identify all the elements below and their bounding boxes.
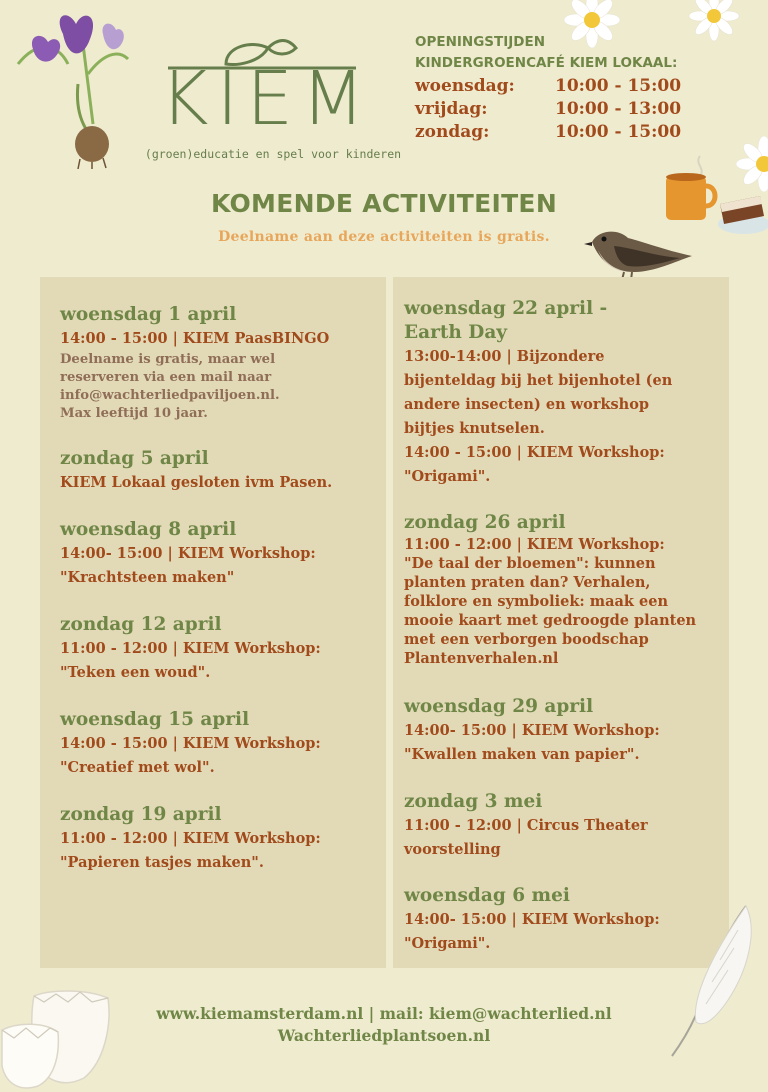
events-column-left bbox=[40, 277, 386, 968]
event-item bbox=[404, 297, 672, 489]
hours-row bbox=[415, 122, 681, 142]
event-detail: bijtjes knutselen. bbox=[404, 420, 545, 437]
event-detail: KIEM Lokaal gesloten ivm Pasen. bbox=[60, 474, 333, 491]
event-detail: "Origami". bbox=[404, 935, 491, 952]
event-item bbox=[60, 447, 332, 495]
opening-hours-title: OPENINGSTIJDEN bbox=[415, 34, 545, 50]
event-date: woensdag 22 april - bbox=[404, 298, 608, 319]
hours-time: 10:00 - 13:00 bbox=[555, 99, 682, 119]
event-date: woensdag 29 april bbox=[404, 696, 594, 717]
event-detail: 14:00 - 15:00 | KIEM Workshop: bbox=[404, 444, 665, 461]
event-detail: "Papieren tasjes maken". bbox=[60, 854, 264, 871]
event-detail: 14:00 - 15:00 | KIEM PaasBINGO bbox=[60, 330, 330, 347]
event-detail: planten praten dan? Verhalen, bbox=[404, 574, 651, 591]
event-detail: bijenteldag bij het bijenhotel (en bbox=[404, 372, 673, 389]
daisy-icon bbox=[556, 0, 628, 48]
event-item bbox=[60, 613, 321, 685]
event-detail: andere insecten) en workshop bbox=[404, 396, 650, 413]
footer-links[interactable]: www.kiemamsterdam.nl | mail: kiem@wachterlied.nl bbox=[156, 1004, 612, 1023]
event-item bbox=[404, 790, 648, 862]
hours-time: 10:00 - 15:00 bbox=[555, 122, 682, 142]
event-detail: "De taal der bloemen": kunnen bbox=[404, 555, 656, 572]
event-date: woensdag 15 april bbox=[60, 709, 250, 730]
event-date: woensdag 6 mei bbox=[404, 885, 570, 906]
event-note: reserveren via een mail naar bbox=[60, 370, 272, 385]
event-date: zondag 26 april bbox=[404, 512, 566, 533]
event-note: info@wachterliedpaviljoen.nl. bbox=[60, 388, 280, 403]
event-detail: Plantenverhalen.nl bbox=[404, 650, 559, 667]
event-date: woensdag 8 april bbox=[60, 519, 237, 540]
event-detail: "Krachtsteen maken" bbox=[60, 569, 235, 586]
daisy-icon bbox=[680, 0, 746, 44]
event-detail: met een verborgen boodschap bbox=[404, 631, 649, 648]
event-detail: "Kwallen maken van papier". bbox=[404, 746, 640, 763]
event-date: woensdag 1 april bbox=[60, 304, 237, 325]
event-detail: "Creatief met wol". bbox=[60, 759, 215, 776]
event-detail: 14:00- 15:00 | KIEM Workshop: bbox=[404, 911, 660, 928]
opening-hours-location: KINDERGROENCAFÉ KIEM LOKAAL: bbox=[415, 55, 678, 71]
hours-row bbox=[415, 76, 681, 96]
event-detail: "Teken een woud". bbox=[60, 664, 211, 681]
event-detail: 11:00 - 12:00 | KIEM Workshop: bbox=[404, 536, 665, 553]
logo-tagline: (groen)educatie en spel voor kinderen bbox=[144, 147, 402, 161]
hours-row bbox=[415, 99, 681, 119]
event-note: Deelname is gratis, maar wel bbox=[60, 352, 276, 367]
footer-website[interactable]: Wachterliedplantsoen.nl bbox=[277, 1026, 491, 1045]
footer bbox=[0, 1003, 768, 1047]
event-item bbox=[60, 303, 329, 423]
event-detail: 11:00 - 12:00 | Circus Theater bbox=[404, 817, 648, 834]
event-detail: folklore en symboliek: maak een bbox=[404, 593, 669, 610]
crocus-flower-icon bbox=[8, 4, 138, 169]
event-date: zondag 12 april bbox=[60, 614, 222, 635]
page-subtitle: Deelname aan deze activiteiten is gratis. bbox=[218, 229, 550, 245]
hours-day: woensdag: bbox=[415, 76, 515, 96]
event-detail: 13:00-14:00 | Bijzondere bbox=[404, 348, 605, 365]
opening-hours-heading bbox=[415, 32, 677, 74]
event-detail: mooie kaart met gedroogde planten bbox=[404, 612, 697, 629]
event-date: Earth Day bbox=[404, 322, 508, 343]
event-note: Max leeftijd 10 jaar. bbox=[60, 406, 208, 421]
event-item bbox=[60, 708, 321, 780]
event-date: zondag 5 april bbox=[60, 448, 209, 469]
event-item bbox=[60, 518, 316, 590]
event-item bbox=[404, 695, 660, 767]
event-detail: 11:00 - 12:00 | KIEM Workshop: bbox=[60, 830, 321, 847]
event-detail: 14:00- 15:00 | KIEM Workshop: bbox=[60, 545, 316, 562]
event-detail: 14:00 - 15:00 | KIEM Workshop: bbox=[60, 735, 321, 752]
hours-time: 10:00 - 15:00 bbox=[555, 76, 682, 96]
event-detail: "Origami". bbox=[404, 468, 491, 485]
hours-day: vrijdag: bbox=[415, 99, 488, 119]
event-detail: 11:00 - 12:00 | KIEM Workshop: bbox=[60, 640, 321, 657]
event-date: zondag 19 april bbox=[60, 804, 222, 825]
hours-day: zondag: bbox=[415, 122, 490, 142]
event-item bbox=[60, 803, 321, 875]
event-detail: voorstelling bbox=[404, 841, 501, 858]
event-detail: 14:00- 15:00 | KIEM Workshop: bbox=[404, 722, 660, 739]
event-date: zondag 3 mei bbox=[404, 791, 543, 812]
page-title: KOMENDE ACTIVITEITEN bbox=[210, 189, 558, 218]
logo-wordmark: KIEM bbox=[160, 56, 373, 142]
event-item bbox=[404, 884, 660, 956]
event-item bbox=[404, 511, 696, 668]
events-column-right bbox=[393, 277, 729, 968]
